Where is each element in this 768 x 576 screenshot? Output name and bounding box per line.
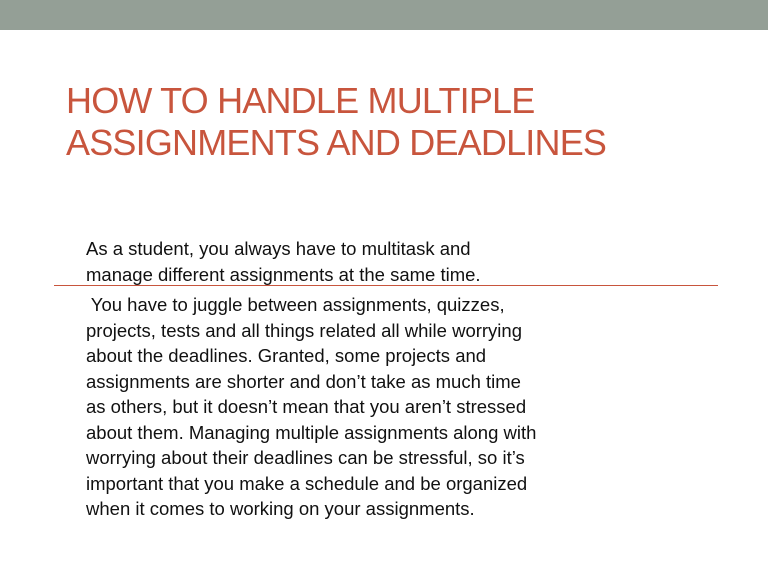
text-line: as others, but it doesn’t mean that you aren’t stressed: [86, 396, 527, 417]
title-line-1: HOW TO HANDLE MULTIPLE: [66, 80, 535, 121]
intro-paragraph: [86, 236, 481, 287]
body-paragraph: [86, 292, 536, 522]
text-line: You have to juggle between assignments, quizzes,: [86, 294, 505, 315]
divider-line: [54, 285, 718, 286]
text-line: assignments are shorter and don’t take as much time: [86, 370, 521, 392]
top-banner: [0, 0, 768, 30]
text-line: projects, tests and all things related all while worrying: [86, 319, 522, 341]
text-line: important that you make a schedule and be organized: [86, 472, 528, 494]
slide-title: [66, 80, 746, 164]
title-line-2: ASSIGNMENTS AND DEADLINES: [66, 122, 607, 163]
text-line: when it comes to working on your assignments.: [86, 498, 475, 519]
text-line: about the deadlines. Granted, some projects and: [86, 345, 487, 366]
text-line: worrying about their deadlines can be stressful, so it’s: [86, 447, 525, 468]
text-line: about them. Managing multiple assignments along with: [86, 421, 537, 443]
text-line: manage different assignments at the same time.: [86, 263, 481, 285]
text-line: As a student, you always have to multitask and: [86, 238, 471, 259]
